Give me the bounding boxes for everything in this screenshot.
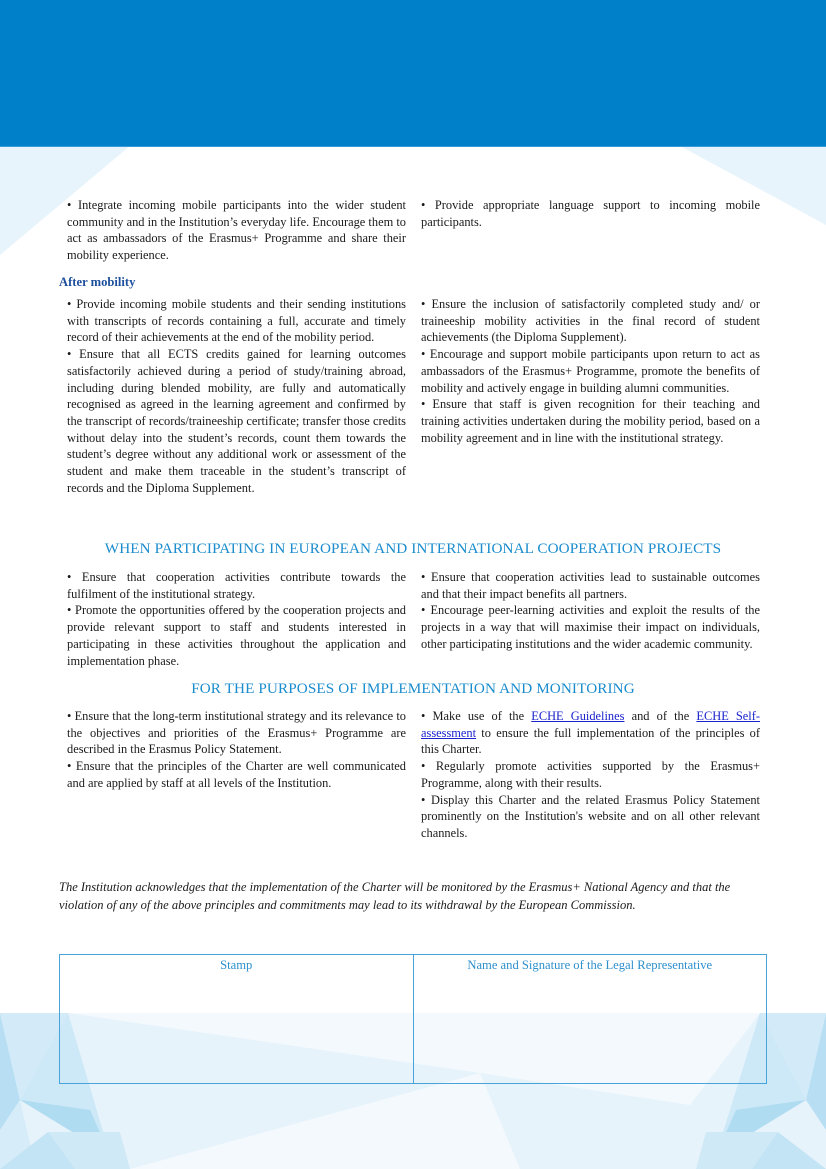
- during-mobility-left-column: [67, 197, 406, 264]
- eche-guidelines-link[interactable]: ECHE Guidelines: [531, 709, 625, 723]
- after-mobility-section: [67, 296, 760, 496]
- stamp-label: Stamp: [220, 958, 253, 972]
- cooperation-right-column: [421, 569, 760, 669]
- implementation-right-column: [421, 708, 760, 842]
- cooperation-projects-section: [67, 569, 760, 669]
- during-mobility-section: [67, 197, 760, 264]
- signature-table: [59, 954, 767, 1084]
- commitment-item: • Ensure that the long-term institutional strategy and its relevance to the objectives and priorities of the Erasmus+ Programme are described in the Erasmus Policy Statement.: [67, 709, 406, 757]
- commitment-item: • Ensure the inclusion of satisfactorily completed study and/ or traineeship mobility activities in the final record of student achievements (the Diploma Supplement).: [421, 297, 760, 345]
- commitment-item: • Regularly promote activities supported by the Erasmus+ Programme, along with their results.: [421, 759, 760, 790]
- after-mobility-heading: After mobility: [59, 275, 136, 289]
- withdrawal-notice: The Institution acknowledges that the implementation of the Charter will be monitored by the Erasmus+ National Agency and that the violation of any of the above principles and commitments may lead to its withdrawal by the European Commission.: [59, 880, 731, 912]
- signature-cell[interactable]: [413, 955, 767, 1083]
- commitment-item: • Encourage peer-learning activities and exploit the results of the projects in a way that will maximise their impact on individuals, other participating institutions and the wider academic community.: [421, 603, 760, 651]
- cooperation-projects-title: WHEN PARTICIPATING IN EUROPEAN AND INTERNATIONAL COOPERATION PROJECTS: [104, 540, 722, 557]
- commitment-item: • Display this Charter and the related Erasmus Policy Statement prominently on the Institution's website and on all other relevant channels.: [421, 792, 760, 840]
- item-text: to ensure the full implementation of the principles of this Charter.: [421, 725, 760, 757]
- commitment-item: • Ensure that all ECTS credits gained for learning outcomes satisfactorily achieved during a period of study/training abroad, including during blended mobility, are fully and automatically recognised as agreed in the learning agreement and confirmed by the transcript of records/traineeship certificate; transfer those credits without delay into the student’s records, count them towards the student’s degree without any additional work or assessment of the student and make them traceable in the student’s transcript of records and the Diploma Supplement.: [67, 347, 406, 495]
- eche-self-assessment-link[interactable]: ECHE Self-assessment: [421, 709, 760, 740]
- commitment-item-with-links: [421, 708, 760, 758]
- implementation-left-column: [67, 708, 406, 842]
- commitment-item: • Encourage and support mobile participants upon return to act as ambassadors of the Erasmus+ Programme, promote the benefits of mobility and actively engage in building alumni communities.: [421, 347, 760, 395]
- item-text: • Make use of the: [421, 709, 532, 723]
- commitment-item: • Provide incoming mobile students and their sending institutions with transcripts of records containing a full, accurate and timely record of their achievements at the end of the mobility period.: [67, 297, 406, 345]
- after-mobility-left-column: [67, 296, 406, 496]
- item-text: and of the: [624, 709, 697, 723]
- stamp-cell[interactable]: [60, 955, 413, 1083]
- during-mobility-right-column: [421, 197, 760, 264]
- implementation-monitoring-section: [67, 708, 760, 842]
- implementation-monitoring-title: FOR THE PURPOSES OF IMPLEMENTATION AND MONITORING: [191, 680, 635, 697]
- signature-label: Name and Signature of the Legal Representative: [467, 958, 713, 972]
- commitment-item: • Ensure that the principles of the Charter are well communicated and are applied by staff at all levels of the Institution.: [67, 759, 406, 790]
- commitment-item: • Integrate incoming mobile participants into the wider student community and in the Institution’s everyday life. Encourage them to act as ambassadors of the Erasmus+ Programme and share their mobility experience.: [67, 198, 406, 263]
- commitment-item: • Ensure that staff is given recognition for their teaching and training activities undertaken during the mobility period, based on a mobility agreement and in line with the institutional strategy.: [421, 397, 760, 445]
- commitment-item: • Ensure that cooperation activities lead to sustainable outcomes and that their impact benefits all partners.: [421, 570, 760, 601]
- commitment-item: • Provide appropriate language support to incoming mobile participants.: [421, 198, 760, 229]
- after-mobility-right-column: [421, 296, 760, 496]
- cooperation-left-column: [67, 569, 406, 669]
- commitment-item: • Promote the opportunities offered by the cooperation projects and provide relevant support to staff and students interested in participating in these activities throughout the application and implementation phase.: [67, 603, 406, 668]
- commitment-item: • Ensure that cooperation activities contribute towards the fulfilment of the institutional strategy.: [67, 570, 406, 601]
